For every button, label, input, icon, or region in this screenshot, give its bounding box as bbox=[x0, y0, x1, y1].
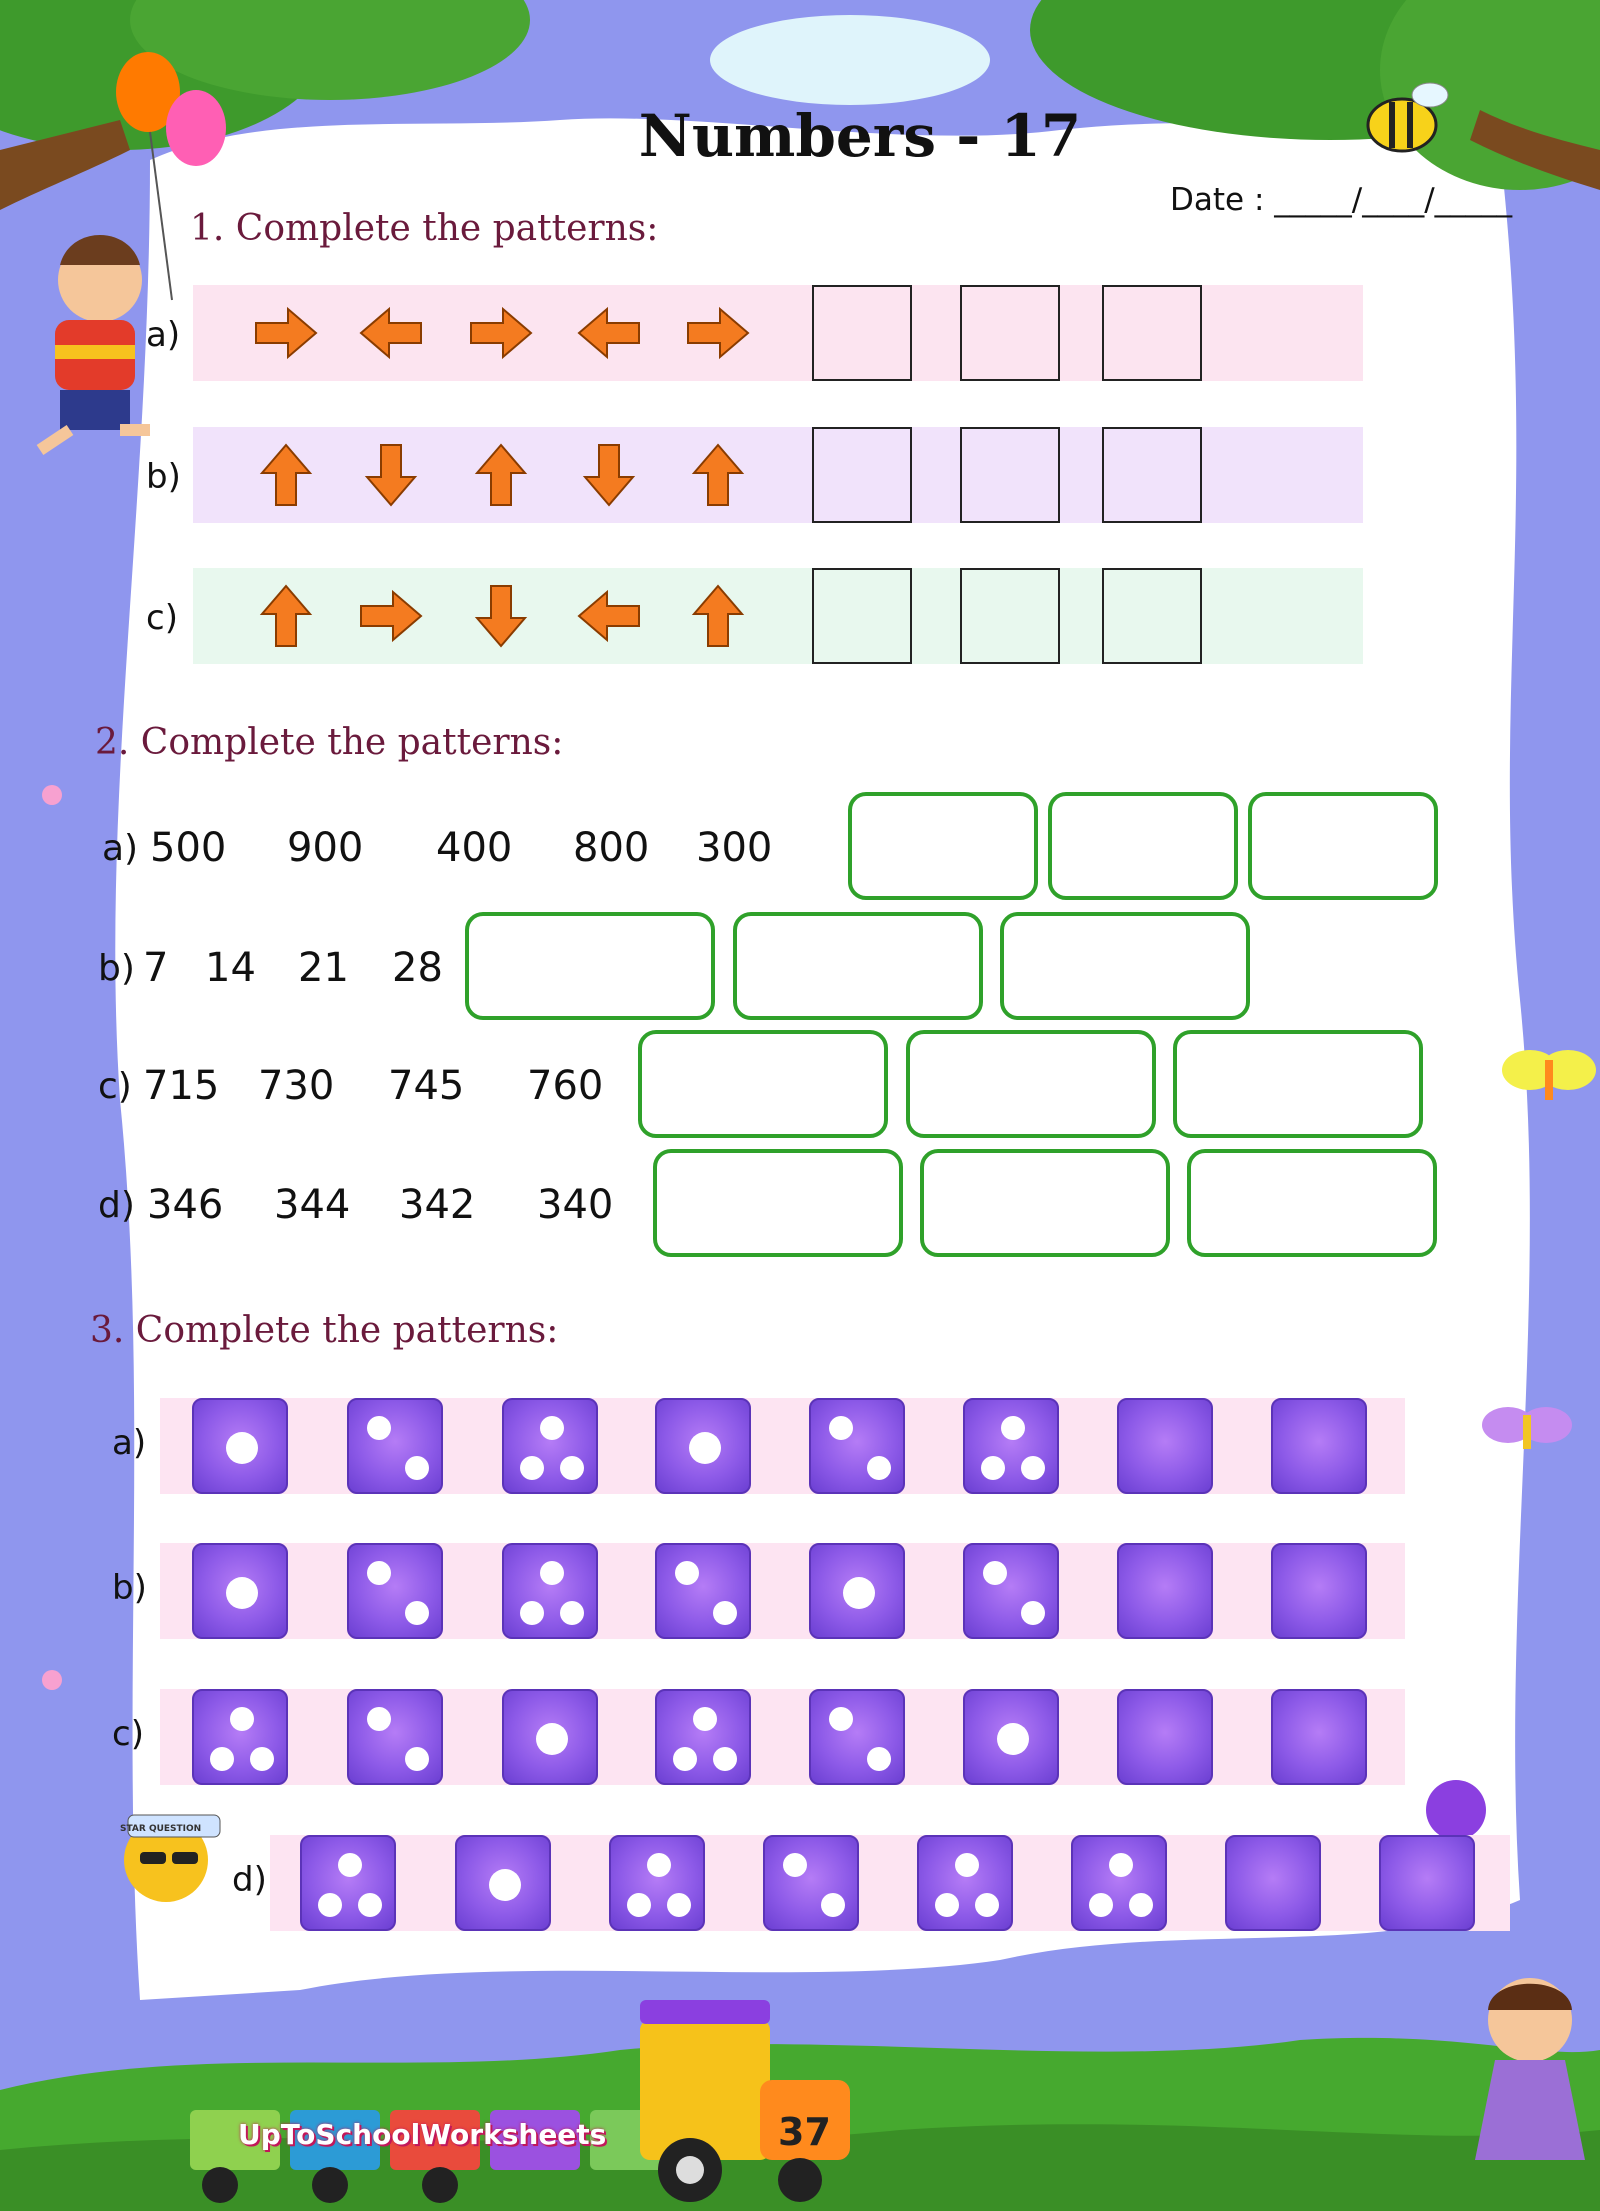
arrow-up-icon bbox=[250, 580, 322, 652]
pattern-number: 400 bbox=[436, 825, 513, 871]
arrow-left-icon bbox=[573, 297, 645, 369]
row-label: a) bbox=[102, 828, 139, 869]
blank-die-answer[interactable] bbox=[1117, 1689, 1213, 1785]
die-2 bbox=[809, 1398, 905, 1494]
die-pip bbox=[821, 1893, 845, 1917]
row-label: c) bbox=[146, 598, 178, 638]
arrow-up-icon bbox=[250, 439, 322, 511]
answer-box[interactable] bbox=[848, 792, 1038, 900]
die-pip bbox=[520, 1456, 544, 1480]
die-pip bbox=[358, 1893, 382, 1917]
pattern-number: 344 bbox=[274, 1182, 351, 1228]
die-3 bbox=[655, 1689, 751, 1785]
blank-die-answer[interactable] bbox=[1225, 1835, 1321, 1931]
die-pip bbox=[226, 1577, 258, 1609]
answer-box[interactable] bbox=[812, 427, 912, 523]
die-2 bbox=[763, 1835, 859, 1931]
q1-heading: 1. Complete the patterns: bbox=[190, 208, 659, 249]
die-1 bbox=[502, 1689, 598, 1785]
pattern-number: 7 bbox=[143, 945, 169, 991]
row-label: c) bbox=[98, 1066, 132, 1107]
answer-box[interactable] bbox=[960, 427, 1060, 523]
pattern-number: 346 bbox=[147, 1182, 224, 1228]
answer-box[interactable] bbox=[960, 568, 1060, 664]
die-pip bbox=[713, 1601, 737, 1625]
page-title: Numbers - 17 bbox=[638, 102, 1082, 170]
boy-illustration bbox=[40, 235, 150, 450]
pattern-number: 342 bbox=[399, 1182, 476, 1228]
die-pip bbox=[230, 1707, 254, 1731]
blank-die-answer[interactable] bbox=[1271, 1689, 1367, 1785]
answer-box[interactable] bbox=[653, 1149, 903, 1257]
die-pip bbox=[210, 1747, 234, 1771]
brand-logo: UpToSchoolWorksheets bbox=[238, 2118, 607, 2151]
die-3 bbox=[502, 1398, 598, 1494]
die-pip bbox=[540, 1561, 564, 1585]
die-pip bbox=[829, 1416, 853, 1440]
die-1 bbox=[192, 1398, 288, 1494]
pattern-number: 900 bbox=[287, 825, 364, 871]
die-1 bbox=[455, 1835, 551, 1931]
die-pip bbox=[713, 1747, 737, 1771]
arrow-right-icon bbox=[682, 297, 754, 369]
pattern-number: 500 bbox=[150, 825, 227, 871]
die-pip bbox=[250, 1747, 274, 1771]
die-pip bbox=[867, 1747, 891, 1771]
die-pip bbox=[675, 1561, 699, 1585]
die-pip bbox=[405, 1456, 429, 1480]
pattern-number: 28 bbox=[392, 945, 443, 991]
die-pip bbox=[318, 1893, 342, 1917]
die-pip bbox=[540, 1416, 564, 1440]
die-pip bbox=[1129, 1893, 1153, 1917]
q2-heading: 2. Complete the patterns: bbox=[95, 722, 564, 763]
arrow-left-icon bbox=[355, 297, 427, 369]
pattern-number: 745 bbox=[388, 1063, 465, 1109]
answer-box[interactable] bbox=[812, 285, 912, 381]
die-pip bbox=[627, 1893, 651, 1917]
die-pip bbox=[1089, 1893, 1113, 1917]
flower-icon bbox=[42, 785, 62, 805]
answer-box[interactable] bbox=[1048, 792, 1238, 900]
blank-die-answer[interactable] bbox=[1117, 1543, 1213, 1639]
blank-die-answer[interactable] bbox=[1379, 1835, 1475, 1931]
die-pip bbox=[1021, 1456, 1045, 1480]
answer-box[interactable] bbox=[1000, 912, 1250, 1020]
die-1 bbox=[655, 1398, 751, 1494]
arrow-up-icon bbox=[465, 439, 537, 511]
die-pip bbox=[983, 1561, 1007, 1585]
pattern-number: 730 bbox=[258, 1063, 335, 1109]
arrow-down-icon bbox=[573, 439, 645, 511]
row-label: b) bbox=[98, 948, 135, 989]
die-pip bbox=[367, 1707, 391, 1731]
q3-heading: 3. Complete the patterns: bbox=[90, 1310, 559, 1351]
blank-die-answer[interactable] bbox=[1117, 1398, 1213, 1494]
die-pip bbox=[689, 1432, 721, 1464]
die-pip bbox=[673, 1747, 697, 1771]
answer-box[interactable] bbox=[906, 1030, 1156, 1138]
answer-box[interactable] bbox=[812, 568, 912, 664]
arrow-up-icon bbox=[682, 439, 754, 511]
die-pip bbox=[536, 1723, 568, 1755]
die-2 bbox=[347, 1689, 443, 1785]
date-field[interactable]: Date : _____/____/_____ bbox=[1170, 182, 1513, 218]
die-3 bbox=[502, 1543, 598, 1639]
pattern-number: 300 bbox=[696, 825, 773, 871]
die-3 bbox=[300, 1835, 396, 1931]
die-pip bbox=[405, 1747, 429, 1771]
die-pip bbox=[405, 1601, 429, 1625]
die-pip bbox=[560, 1456, 584, 1480]
die-pip bbox=[1001, 1416, 1025, 1440]
row-label: a) bbox=[112, 1423, 147, 1463]
die-pip bbox=[489, 1869, 521, 1901]
answer-box[interactable] bbox=[1173, 1030, 1423, 1138]
die-2 bbox=[809, 1689, 905, 1785]
arrow-down-icon bbox=[465, 580, 537, 652]
answer-box[interactable] bbox=[1102, 285, 1202, 381]
die-pip bbox=[693, 1707, 717, 1731]
die-pip bbox=[829, 1707, 853, 1731]
die-pip bbox=[997, 1723, 1029, 1755]
pattern-number: 715 bbox=[143, 1063, 220, 1109]
answer-box[interactable] bbox=[1187, 1149, 1437, 1257]
arrow-left-icon bbox=[573, 580, 645, 652]
blank-die-answer[interactable] bbox=[1271, 1398, 1367, 1494]
arrow-right-icon bbox=[250, 297, 322, 369]
pattern-number: 800 bbox=[573, 825, 650, 871]
die-pip bbox=[955, 1853, 979, 1877]
answer-box[interactable] bbox=[465, 912, 715, 1020]
flower-icon bbox=[42, 1670, 62, 1690]
die-2 bbox=[963, 1543, 1059, 1639]
answer-box[interactable] bbox=[638, 1030, 888, 1138]
die-3 bbox=[963, 1398, 1059, 1494]
pattern-number: 760 bbox=[527, 1063, 604, 1109]
die-1 bbox=[192, 1543, 288, 1639]
die-3 bbox=[192, 1689, 288, 1785]
answer-box[interactable] bbox=[1248, 792, 1438, 900]
row-label: a) bbox=[146, 315, 181, 355]
die-2 bbox=[347, 1543, 443, 1639]
die-pip bbox=[560, 1601, 584, 1625]
arrow-up-icon bbox=[682, 580, 754, 652]
blank-die-answer[interactable] bbox=[1271, 1543, 1367, 1639]
pattern-number: 21 bbox=[298, 945, 349, 991]
answer-box[interactable] bbox=[1102, 568, 1202, 664]
die-pip bbox=[520, 1601, 544, 1625]
arrow-right-icon bbox=[465, 297, 537, 369]
die-1 bbox=[963, 1689, 1059, 1785]
die-pip bbox=[367, 1416, 391, 1440]
die-pip bbox=[647, 1853, 671, 1877]
die-pip bbox=[981, 1456, 1005, 1480]
die-3 bbox=[917, 1835, 1013, 1931]
die-3 bbox=[609, 1835, 705, 1931]
die-pip bbox=[226, 1432, 258, 1464]
die-2 bbox=[347, 1398, 443, 1494]
die-pip bbox=[367, 1561, 391, 1585]
row-label: b) bbox=[112, 1568, 147, 1608]
row-label: b) bbox=[146, 457, 181, 497]
arrow-down-icon bbox=[355, 439, 427, 511]
row-label: d) bbox=[232, 1860, 267, 1900]
die-3 bbox=[1071, 1835, 1167, 1931]
die-pip bbox=[783, 1853, 807, 1877]
pattern-number: 340 bbox=[537, 1182, 614, 1228]
die-pip bbox=[1109, 1853, 1133, 1877]
arrow-right-icon bbox=[355, 580, 427, 652]
star-question-label: STAR QUESTION bbox=[120, 1824, 202, 1834]
row-label: c) bbox=[112, 1714, 144, 1754]
die-pip bbox=[667, 1893, 691, 1917]
train-number: 37 bbox=[778, 2110, 831, 2154]
answer-box[interactable] bbox=[1102, 427, 1202, 523]
answer-box[interactable] bbox=[960, 285, 1060, 381]
die-pip bbox=[843, 1577, 875, 1609]
die-pip bbox=[1021, 1601, 1045, 1625]
die-2 bbox=[655, 1543, 751, 1639]
die-1 bbox=[809, 1543, 905, 1639]
die-pip bbox=[935, 1893, 959, 1917]
row-label: d) bbox=[98, 1185, 135, 1226]
die-pip bbox=[338, 1853, 362, 1877]
die-pip bbox=[867, 1456, 891, 1480]
answer-box[interactable] bbox=[733, 912, 983, 1020]
answer-box[interactable] bbox=[920, 1149, 1170, 1257]
cloud bbox=[710, 15, 990, 105]
die-pip bbox=[975, 1893, 999, 1917]
pattern-number: 14 bbox=[205, 945, 256, 991]
